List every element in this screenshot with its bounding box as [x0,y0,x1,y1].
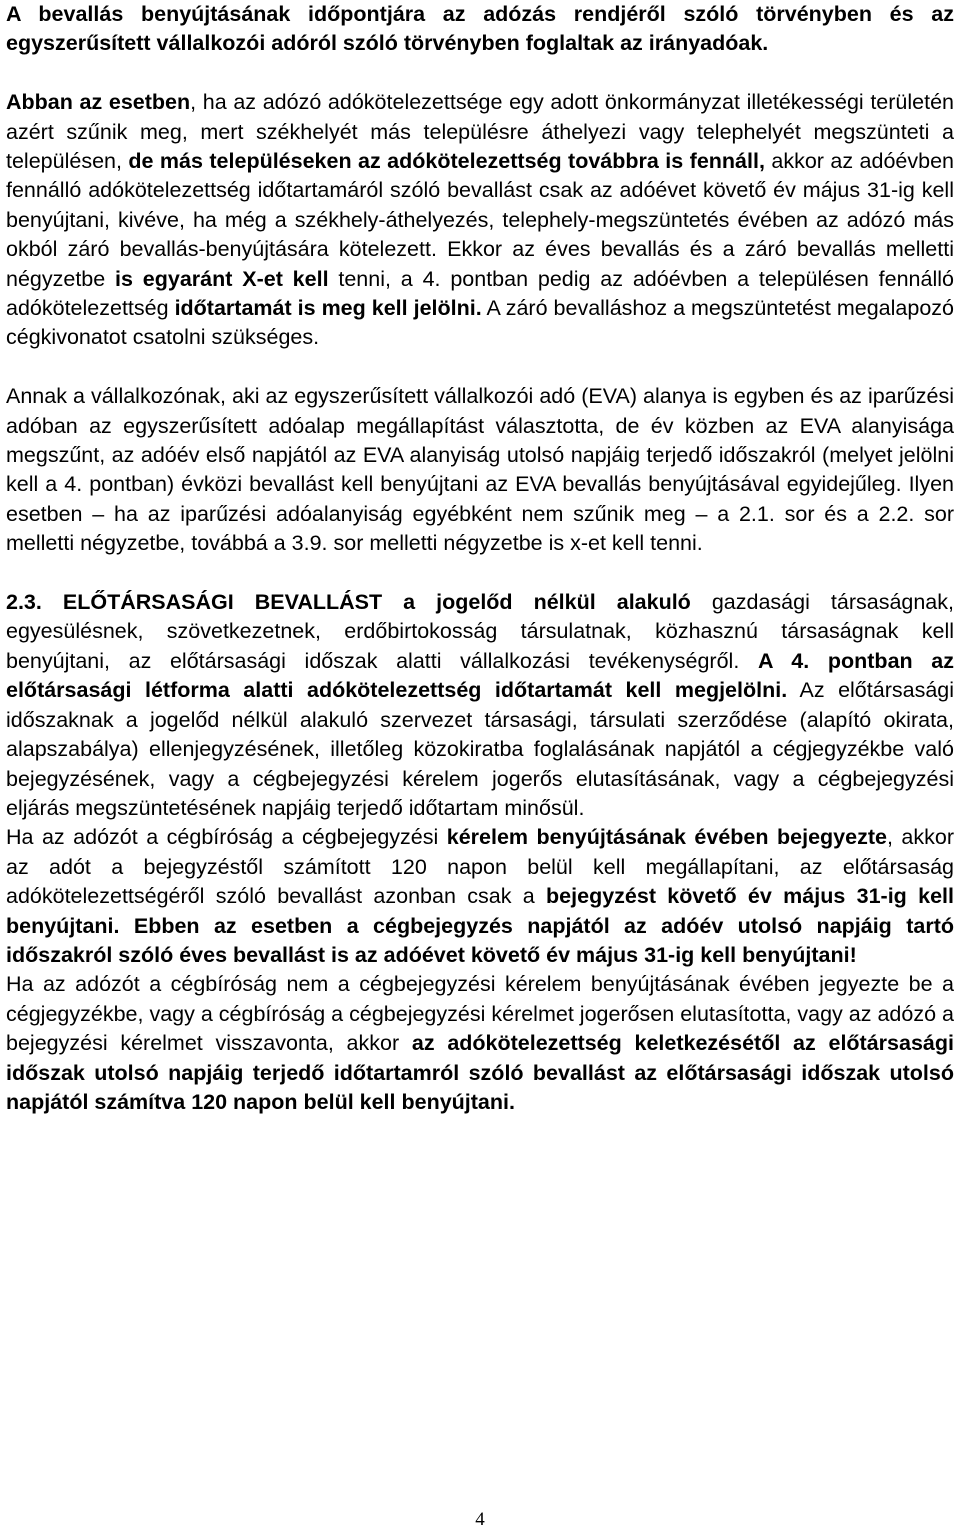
text-segment: akkor az adóévben fennálló adókötelezettség időtartamáról szóló bevallást csak az adóévet követő év május 31-ig kell benyújtani, kivéve, ha még a székhely-áthelyezés, telephely-megszüntetés évében az adózó más okból záró bevallás-benyújtására kötelezett. Ekkor az éves bevallás és a záró bevallás melletti négyzetbe [6,149,954,291]
bold-text-segment: A 4. pontban az előtársasági létforma alatti adókötelezettség időtartamát kell megjelölni. [6,648,954,703]
text-segment: Ha az adózót a cégbíróság a cégbejegyzési [6,825,447,850]
bold-text-segment: kérelem benyújtásának évében bejegyezte [446,825,887,850]
bold-text-segment: 2.3. ELŐTÁRSASÁGI BEVALLÁST a jogelőd nélkül alakuló [6,590,691,615]
document-body [6,0,954,1117]
bold-text-segment: de más településeken az adókötelezettség továbbra is fennáll, [128,149,765,174]
paragraph-p4 [6,588,954,823]
text-segment: Annak a vállalkozónak, aki az egyszerűsített vállalkozói adó (EVA) alanya is egyben és az iparűzési adóban az egyszerűsített adóalap megállapítást választotta, de év közben az EVA alanyisága megszűnt, az adóév első napjától az EVA alanyiság utolsó napjáig terjedő időszakról (melyet jelölni kell a 4. pontban) évközi bevallást kell benyújtani az EVA bevallás benyújtásával egyidejűleg. Ilyen esetben – ha az iparűzési adóalanyiság egyébként nem szűnik meg – a 2.1. sor és a 2.2. sor melletti négyzetbe, továbbá a 3.9. sor melletti négyzetbe is x-et kell tenni. [6,384,954,556]
text-segment: , akkor az adót a bejegyzéstől számított 120 napon belül kell megállapítani, az előtársaság adókötelezettségéről szóló bevallást azonban csak a [6,825,954,909]
text-segment: Az előtársasági időszaknak a jogelőd nélkül alakuló szervezet társasági, társulati szerződése (alapító okirata, alapszabálya) ellenjegyzésének, illetőleg közokiratba foglalásának napjától a cégjegyzékbe való bejegyzésének, vagy a cégbejegyzési kérelem jogerős elutasításának, vagy a cégbejegyzési eljárás megszüntetésének napjáig terjedő időtartam minősül. [6,678,955,820]
bold-text-segment: is egyaránt X-et kell [115,266,329,291]
bold-text-segment: Abban az esetben [6,90,191,115]
paragraph-gap [6,559,954,588]
text-segment: tenni, a 4. pontban pedig az adóévben a településen fennálló adókötelezettség [6,266,954,321]
paragraph-gap [6,59,954,88]
page-number: 4 [475,1509,485,1530]
text-segment: A záró bevalláshoz a megszüntetést megalapozó cégkivonatot csatolni szükséges. [6,296,954,350]
paragraph-p2 [6,88,954,353]
paragraph-p1 [6,0,954,59]
text-segment: , ha az adózó adókötelezettsége egy adott önkormányzat illetékességi területén azért szűnik meg, mert székhelyét más településre áthelyezi vagy telephelyét megszünteti a településen, [6,90,955,174]
paragraph-p6 [6,970,954,1117]
paragraph-p3 [6,382,954,558]
bold-text-segment: bejegyzést követő év május 31-ig kell benyújtani. Ebben az esetben a cégbejegyzés napjától az adóév utolsó napjáig tartó időszakról szóló éves bevallást is az adóévet követő év május 31-ig kell benyújtani! [6,884,954,967]
bold-text-segment: A bevallás benyújtásának időpontjára az adózás rendjéről szóló törvényben és az egyszerűsített vállalkozói adóról szóló törvényben foglaltak az irányadóak. [6,2,954,56]
bold-text-segment: időtartamát is meg kell jelölni. [174,296,482,321]
paragraph-p5 [6,823,954,970]
bold-text-segment: az adókötelezettség keletkezésétől az előtársasági időszak utolsó napjáig terjedő időtartamról szóló bevallást az előtársasági időszak utolsó napjától számítva 120 napon belül kell benyújtani. [6,1031,954,1114]
text-segment: gazdasági társaságnak, egyesülésnek, szövetkezetnek, erdőbirtokosság társulatnak, közhasznú társaságnak kell benyújtani, az előtársasági időszak alatti vállalkozási tevékenységről. [6,590,954,673]
paragraph-gap [6,353,954,382]
document-page [6,0,954,1117]
text-segment: Ha az adózót a cégbíróság nem a cégbejegyzési kérelem benyújtásának évében jegyezte be a cégjegyzékbe, vagy a cégbíróság a cégbejegyzési kérelmet jogerősen elutasította, vagy az adózó a bejegyzési kérelmet visszavonta, akkor [6,972,954,1056]
